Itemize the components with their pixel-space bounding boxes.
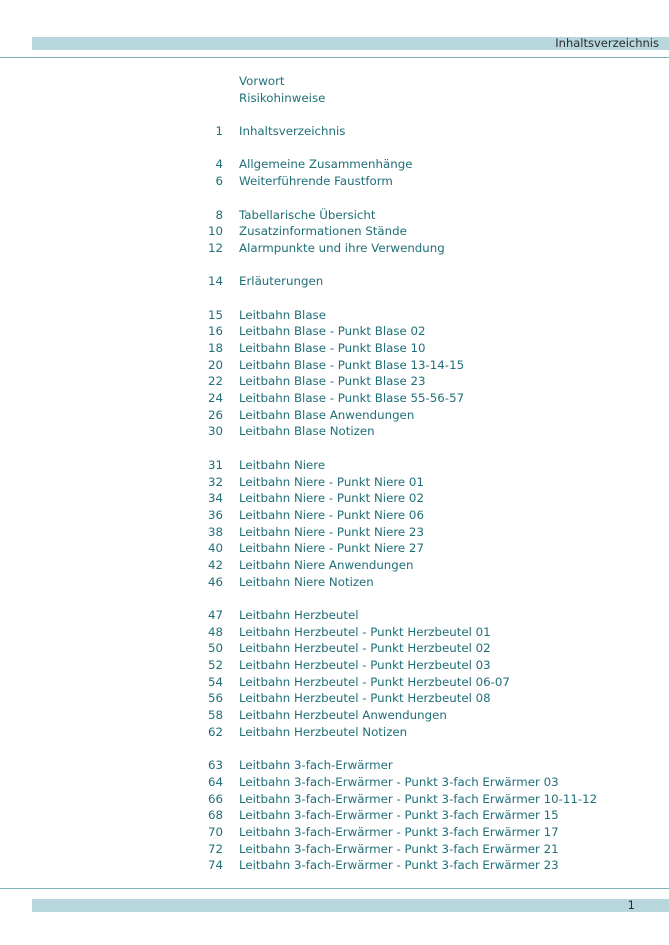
toc-entry-title: Leitbahn 3-fach-Erwärmer - Punkt 3-fach Erwärmer 21 — [239, 841, 559, 856]
toc-page-number: 31 — [207, 457, 223, 472]
toc-entry[interactable] — [0, 774, 669, 791]
toc-entry[interactable] — [0, 557, 669, 574]
toc-page-number: 70 — [207, 824, 223, 839]
toc-entry-title: Leitbahn Herzbeutel - Punkt Herzbeutel 01 — [239, 624, 491, 639]
toc-entry-title: Leitbahn Herzbeutel Notizen — [239, 724, 408, 739]
toc-page-number: 32 — [207, 474, 223, 489]
toc-entry-title: Zusatzinformationen Stände — [239, 224, 407, 239]
toc-entry[interactable] — [0, 841, 669, 858]
toc-page-number: 6 — [215, 174, 223, 189]
toc-entry-title: Leitbahn Herzbeutel — [239, 608, 359, 622]
toc-entry-title: Risikohinweise — [239, 90, 326, 105]
toc-entry[interactable] — [0, 724, 669, 741]
toc-page-number: 14 — [207, 274, 223, 289]
toc-page-number: 62 — [207, 724, 223, 739]
toc-entry[interactable] — [0, 207, 669, 224]
toc-entry-title: Leitbahn Blase - Punkt Blase 02 — [239, 324, 426, 339]
toc-entry-title: Leitbahn Herzbeutel - Punkt Herzbeutel 03 — [239, 658, 491, 673]
toc-entry-title: Leitbahn Blase - Punkt Blase 10 — [239, 341, 426, 355]
toc-entry-title: Leitbahn 3-fach-Erwärmer - Punkt 3-fach Erwärmer 23 — [239, 858, 559, 873]
toc-page-number: 50 — [207, 641, 223, 656]
toc-page-number: 20 — [207, 357, 223, 372]
toc-entry-title: Leitbahn 3-fach-Erwärmer - Punkt 3-fach Erwärmer 03 — [239, 774, 559, 789]
toc-entry-title: Leitbahn Niere - Punkt Niere 23 — [239, 524, 424, 539]
toc-entry-title: Leitbahn Niere - Punkt Niere 02 — [239, 491, 424, 506]
toc-entry[interactable] — [0, 507, 669, 524]
toc-entry-title: Inhaltsverzeichnis — [239, 124, 346, 139]
toc-page-number: 47 — [207, 608, 223, 622]
toc-page-number: 36 — [207, 507, 223, 522]
toc-page-number: 24 — [207, 391, 223, 406]
toc-entry[interactable] — [0, 707, 669, 724]
toc-page-number: 46 — [207, 574, 223, 589]
toc-entry-title: Leitbahn Herzbeutel - Punkt Herzbeutel 08 — [239, 691, 491, 706]
toc-page-number: 48 — [207, 624, 223, 639]
toc-page-number: 30 — [207, 424, 223, 439]
header-divider — [0, 57, 669, 58]
toc-entry[interactable] — [0, 407, 669, 424]
toc-entry-title: Weiterführende Faustform — [239, 174, 393, 189]
toc-page-number: 68 — [207, 808, 223, 823]
toc-entry-title: Leitbahn Herzbeutel - Punkt Herzbeutel 06-07 — [239, 674, 510, 689]
toc-entry[interactable] — [0, 674, 669, 691]
toc-entry-title: Leitbahn 3-fach-Erwärmer - Punkt 3-fach Erwärmer 17 — [239, 824, 559, 839]
footer-divider — [0, 888, 669, 889]
toc-page-number: 38 — [207, 524, 223, 539]
toc-entry[interactable] — [0, 223, 669, 240]
toc-page-number: 40 — [207, 541, 223, 556]
toc-page-number: 10 — [207, 224, 223, 239]
toc-entry-title: Leitbahn Herzbeutel Anwendungen — [239, 708, 447, 723]
toc-page-number: 63 — [207, 758, 223, 773]
toc-entry[interactable] — [0, 73, 669, 90]
toc-page-number: 1 — [215, 124, 223, 139]
toc-entry-title: Leitbahn Niere — [239, 457, 326, 472]
toc-page-number: 54 — [207, 674, 223, 689]
toc-entry-title: Tabellarische Übersicht — [239, 207, 376, 222]
toc-page-number: 18 — [207, 341, 223, 355]
toc-entry-title: Leitbahn Blase - Punkt Blase 23 — [239, 374, 426, 389]
toc-entry-title: Leitbahn 3-fach-Erwärmer — [239, 758, 393, 773]
toc-page-number: 12 — [207, 240, 223, 255]
toc-entry[interactable] — [0, 574, 669, 591]
toc-entry[interactable] — [0, 640, 669, 657]
toc-page-number: 56 — [207, 691, 223, 706]
toc-entry[interactable] — [0, 540, 669, 557]
toc-entry-title: Leitbahn Blase Anwendungen — [239, 407, 415, 422]
toc-page-number: 22 — [207, 374, 223, 389]
toc-entry[interactable] — [0, 490, 669, 507]
toc-entry[interactable] — [0, 690, 669, 707]
toc-page-number: 58 — [207, 708, 223, 723]
toc-entry-title: Allgemeine Zusammenhänge — [239, 157, 413, 172]
toc-entry[interactable] — [0, 90, 669, 107]
toc-entry-title: Vorwort — [239, 74, 285, 88]
toc-entry[interactable] — [0, 173, 669, 190]
toc-entry-title: Leitbahn Blase Notizen — [239, 424, 375, 439]
toc-entry-title: Leitbahn 3-fach-Erwärmer - Punkt 3-fach Erwärmer 15 — [239, 808, 559, 823]
toc-entry[interactable] — [0, 340, 669, 357]
toc-entry[interactable] — [0, 373, 669, 390]
toc-entry[interactable] — [0, 624, 669, 641]
toc-entry-title: Leitbahn Niere Notizen — [239, 574, 374, 589]
toc-entry[interactable] — [0, 757, 669, 774]
toc-entry[interactable] — [0, 524, 669, 541]
toc-page-number: 42 — [207, 557, 223, 572]
toc-entry-title: Leitbahn Niere - Punkt Niere 06 — [239, 507, 424, 522]
toc-entry[interactable] — [0, 857, 669, 874]
toc-page-number: 8 — [215, 207, 223, 222]
toc-entry-title: Alarmpunkte und ihre Verwendung — [239, 240, 445, 255]
table-of-contents — [0, 73, 669, 874]
toc-entry-title: Leitbahn Niere - Punkt Niere 01 — [239, 474, 424, 489]
toc-page-number: 34 — [207, 491, 223, 506]
toc-entry[interactable] — [0, 824, 669, 841]
toc-page-number: 15 — [207, 307, 223, 322]
toc-entry[interactable] — [0, 123, 669, 140]
toc-entry[interactable] — [0, 357, 669, 374]
toc-entry-title: Leitbahn Niere - Punkt Niere 27 — [239, 541, 424, 556]
toc-entry-title: Leitbahn Herzbeutel - Punkt Herzbeutel 02 — [239, 641, 491, 656]
toc-page-number: 16 — [207, 324, 223, 339]
toc-entry[interactable] — [0, 307, 669, 324]
toc-page-number: 52 — [207, 658, 223, 673]
toc-entry-title: Leitbahn Blase — [239, 307, 326, 322]
header-title: Inhaltsverzeichnis — [555, 36, 659, 50]
footer-band — [32, 899, 669, 912]
toc-entry[interactable] — [0, 156, 669, 173]
toc-entry[interactable] — [0, 791, 669, 808]
toc-entry[interactable] — [0, 423, 669, 440]
toc-page-number: 66 — [207, 791, 223, 806]
toc-entry-title: Erläuterungen — [239, 274, 324, 289]
page-number: 1 — [627, 898, 635, 912]
toc-entry[interactable] — [0, 474, 669, 491]
toc-entry[interactable] — [0, 457, 669, 474]
toc-entry-title: Leitbahn 3-fach-Erwärmer - Punkt 3-fach Erwärmer 10-11-12 — [239, 791, 598, 806]
toc-entry[interactable] — [0, 273, 669, 290]
toc-entry[interactable] — [0, 607, 669, 624]
toc-page-number: 64 — [207, 774, 223, 789]
toc-entry-title: Leitbahn Blase - Punkt Blase 55-56-57 — [239, 391, 465, 406]
toc-page-number: 4 — [215, 157, 223, 172]
toc-entry[interactable] — [0, 390, 669, 407]
toc-entry[interactable] — [0, 657, 669, 674]
toc-entry[interactable] — [0, 807, 669, 824]
toc-page-number: 26 — [207, 407, 223, 422]
toc-page-number: 74 — [207, 858, 223, 873]
toc-entry[interactable] — [0, 323, 669, 340]
toc-entry-title: Leitbahn Blase - Punkt Blase 13-14-15 — [239, 357, 465, 372]
toc-page-number: 72 — [207, 841, 223, 856]
toc-entry-title: Leitbahn Niere Anwendungen — [239, 557, 414, 572]
toc-entry[interactable] — [0, 240, 669, 257]
